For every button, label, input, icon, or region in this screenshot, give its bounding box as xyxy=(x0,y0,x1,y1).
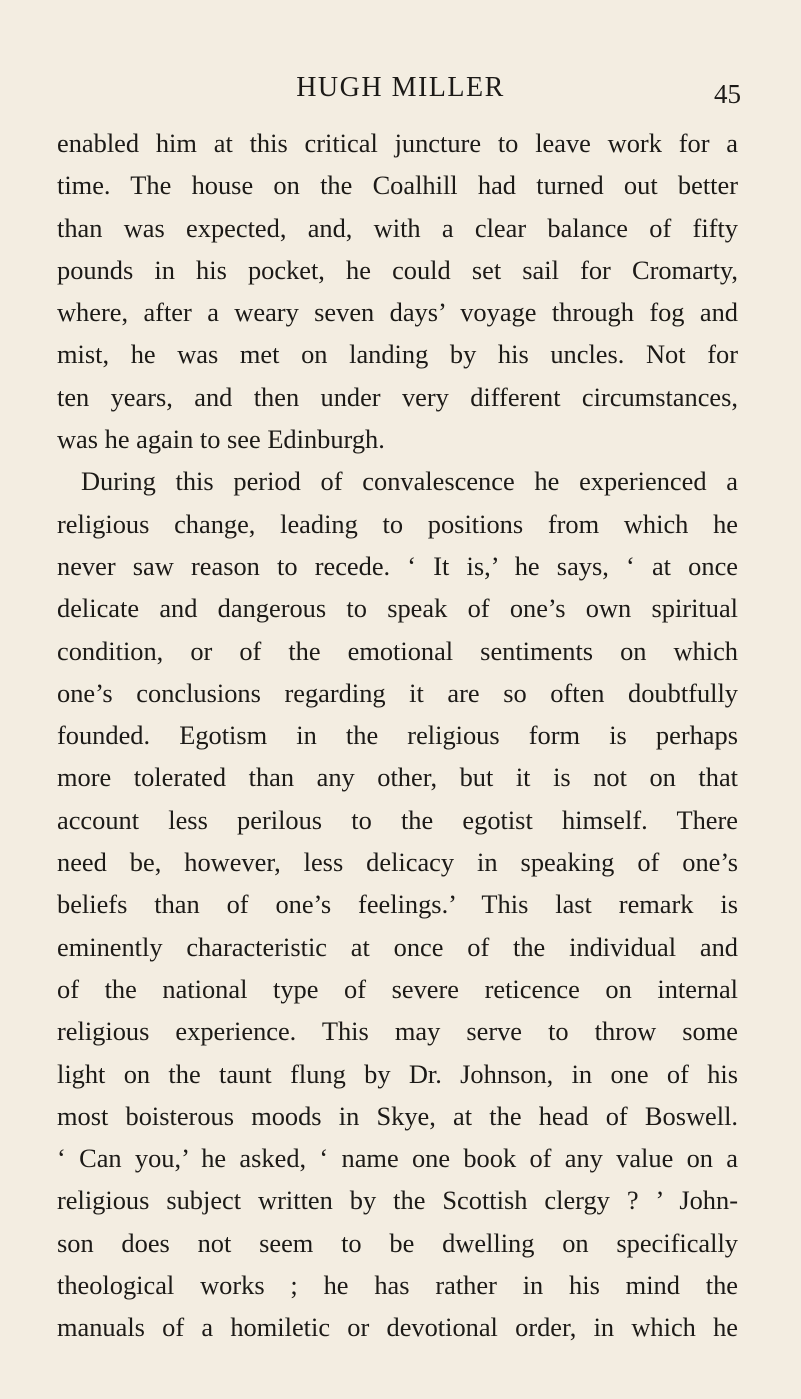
running-head: HUGH MILLER xyxy=(296,72,505,103)
text-line: than was expected, and, with a clear balance of fifty xyxy=(57,212,738,243)
text-line: account less perilous to the egotist himself. There xyxy=(57,804,738,835)
text-line: eminently characteristic at once of the individual and xyxy=(57,931,738,962)
text-line: ‘ Can you,’ he asked, ‘ name one book of any value on a xyxy=(57,1143,738,1174)
text-line: theological works ; he has rather in his mind the xyxy=(57,1270,738,1301)
text-line: manuals of a homiletic or devotional order, in which he xyxy=(57,1312,738,1343)
text-line: enabled him at this critical juncture to leave work for a xyxy=(57,128,738,158)
text-line: one’s conclusions regarding it are so often doubtfully xyxy=(57,677,738,708)
text-line: religious experience. This may serve to throw some xyxy=(57,1016,738,1047)
text-line: beliefs than of one’s feelings.’ This last remark is xyxy=(57,889,738,920)
text-line: light on the taunt flung by Dr. Johnson, in one of his xyxy=(57,1058,738,1089)
text-line: religious subject written by the Scottish clergy ? ’ John- xyxy=(57,1185,738,1216)
text-line: of the national type of severe reticence on internal xyxy=(57,973,738,1004)
text-line: time. The house on the Coalhill had turned out better xyxy=(57,170,738,201)
text-line: pounds in his pocket, he could set sail for Cromarty, xyxy=(57,254,738,285)
paragraph-start-line: During this period of convalescence he experienced a xyxy=(81,466,738,497)
text-line: need be, however, less delicacy in speaking of one’s xyxy=(57,847,738,878)
text-line: religious change, leading to positions from which he xyxy=(57,508,738,539)
text-line: mist, he was met on landing by his uncles. Not for xyxy=(57,339,738,370)
text-line: delicate and dangerous to speak of one’s own spiritual xyxy=(57,593,738,624)
text-line: ten years, and then under very different circumstances, xyxy=(57,381,738,412)
text-line: never saw reason to recede. ‘ It is,’ he says, ‘ at once xyxy=(57,550,738,581)
page-header xyxy=(0,68,801,108)
paragraph-end-line: was he again to see Edinburgh. xyxy=(57,424,385,455)
text-line: most boisterous moods in Skye, at the head of Boswell. xyxy=(57,1100,738,1131)
body-text xyxy=(57,122,738,1349)
page-number: 45 xyxy=(714,79,741,109)
text-line: more tolerated than any other, but it is not on that xyxy=(57,762,738,793)
text-line: founded. Egotism in the religious form is perhaps xyxy=(57,720,738,751)
text-line: condition, or of the emotional sentiments on which xyxy=(57,635,738,666)
text-line: where, after a weary seven days’ voyage through fog and xyxy=(57,297,738,328)
text-line: son does not seem to be dwelling on specifically xyxy=(57,1227,738,1258)
